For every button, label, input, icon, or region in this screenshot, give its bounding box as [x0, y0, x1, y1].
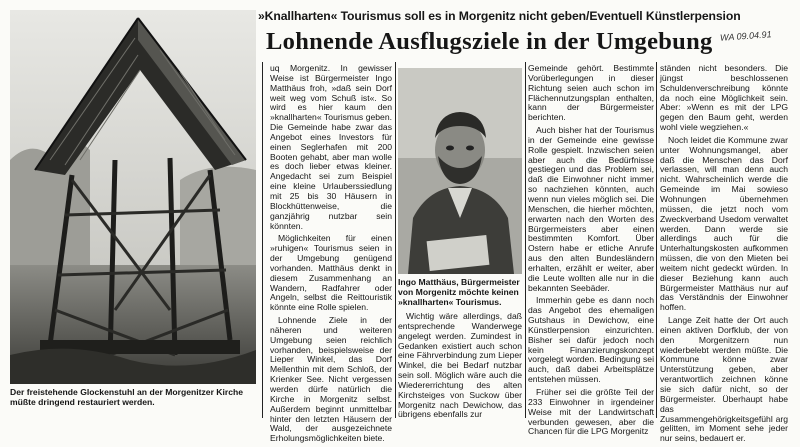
column-rule: [525, 62, 526, 418]
mayor-portrait-caption: Ingo Matthäus, Bürgermeister von Morgenitz möchte keinen »knallharten« Tourismus.: [398, 277, 520, 307]
col4-paragraph-2: Noch leidet die Kommune zwar unter Wohnungsmangel, aber daß die Menschen das Dorf verlassen, will man denn auch nicht. Wahrscheinlich werde die Gemeinde im Mai sowieso Wohnungen übernehmen müssen, die jetzt noch vom Zweckverband Usedom verwaltet werden. Dann werde sie allerdings auch für die Unterhaltungskosten aufkommen müssen, die von den Mieten bei weitem nicht gedeckt würden. In dieser Beziehung kann auch Bürgermeister Matthäus nur auf das Verständnis der Einwohner hoffen.: [660, 134, 788, 313]
article-kicker: »Knallharten« Tourismus soll es in Morgenitz nicht geben/Eventuell Künstlerpension: [258, 9, 741, 23]
col2-paragraph-1: Wichtig wäre allerdings, daß entsprechende Wanderwege angelegt werden. Zumindest in Gedanken existiert auch schon eine Fährverbindung zum Lieper Winkel, die bei Bedarf nutzbar sein soll. Möglich wäre auch die Wiedererrichtung des alten Kirchsteiges von Suckow über Morgenitz nach Dewichow, das übrigens ebenfalls zur: [398, 311, 522, 420]
col4-paragraph-1: ständen nicht besonders. Die jüngst beschlossenen Schuldenverschreibung könnte da noch eine Möglichkeit sein. Aber: »Wenn es mit der LPG gegen den Baum geht, werden wohl viele wegziehen.«: [660, 63, 788, 133]
col1-paragraph-1: uq Morgenitz. In gewisser Weise ist Bürgermeister Ingo Matthäus froh, »daß sein Dorf weit weg vom Schuß ist«. So wird es hier kaum den »knallharten« Tourismus geben. Die Gemeinde habe zwar das Angebot eines Investors für einen Seglerhafen mit 200 Booten gehabt, aber man wolle es doch lieber etwas kleiner. Angedacht sei zum Beispiel eine kleine Urlauberssiedlung mit 25 bis 30 Häusern in Blockhüttenweise, die ganzjährig nutzbar sein könnten.: [270, 63, 392, 231]
bell-tower-photo: [10, 10, 256, 384]
col3-paragraph-2: Auch bisher hat der Tourismus in der Gemeinde eine gewisse Rolle gespielt. Inzwischen seien aber auch die Bedürfnisse gestiegen und das Problem sei, daß die Einwohner nicht immer so nachziehen könnten, auch wenn nun vieles möglich sei. Die Menschen, die hierher möchten, erwarten nach den Worten des Bürgermeisters aber einen bestimmten Komfort. Über Ostern habe er etliche Anrufe aus den alten Bundesländern erhalten, erzählt er weiter, aber die Leute wollten alle nur in die bekannten Seebäder.: [528, 125, 654, 293]
article-column-3: [528, 64, 654, 440]
article-column-4: [660, 64, 788, 447]
bell-tower-illustration: [10, 10, 256, 384]
col3-paragraph-1: Gemeinde gehört. Bestimmte Vorüberlegungen in dieser Richtung seien auch schon im Flächennutzungsplan enthalten, kann der Bürgermeister berichten.: [528, 63, 654, 123]
mayor-portrait-photo: [398, 68, 522, 274]
article-column-2: [398, 312, 522, 423]
col1-paragraph-2: Möglichkeiten für einen »ruhigen« Tourismus seien in der Umgebung genügend vorhanden. Matthäus denkt in diesem Zusammenhang an Wandern, Radfahrer oder Angeln, selbst die Reittouristik könnte eine Rolle spielen.: [270, 233, 392, 313]
column-rule: [656, 62, 657, 418]
article-headline: Lohnende Ausflugsziele in der Umgebung: [266, 28, 713, 55]
handwritten-date-stamp: WA 09.04.91: [719, 29, 772, 43]
col3-paragraph-4: Früher sei die größte Teil der 233 Einwohner in irgendeiner Weise mit der Landwirtschaft verbunden gewesen, aber die Chancen für die LPG Morgenitz: [528, 387, 654, 437]
column-rule: [262, 62, 263, 418]
col4-paragraph-3: Lange Zeit hatte der Ort auch einen aktiven Dorfklub, der von den Morgenitzern nun wiederbelebt werden müßte. Die Kommune könne zwar Unterstützung geben, aber verantwortlich zeichnen könne sie sich dafür nicht, so der Bürgermeister. Überhaupt habe das Zusammengehörigkeitsgefühl arg gelitten, im Moment sehe jeder nur seins, bedauert er.: [660, 315, 788, 444]
bell-tower-caption: Der freistehende Glockenstuhl an der Morgenitzer Kirche müßte dringend restauriert werden.: [10, 387, 244, 407]
col3-paragraph-3: Immerhin gebe es dann noch das Angebot des ehemaligen Gutshaus in Dewichow, eine Künstlerpension einzurichten. Bisher sei dafür jedoch noch kein Finanzierungskonzept vorgelegt worden. Bedingung sei auch, daß dabei Arbeitsplätze entstehen müssen.: [528, 295, 654, 385]
col1-paragraph-3: Lohnende Ziele in der näheren und weiteren Umgebung seien reichlich vorhanden, beispielsweise der Lieper Winkel, das Dorf Mellenthin mit dem Schloß, der Krienker See. Nicht vergessen werden dürfe natürlich die Kirche in Morgenitz selbst. Außerdem beginnt unmittelbar hinter den letzten Häusern der Wald, der ausgezeichnete Erholungsmöglichkeiten biete.: [270, 315, 392, 444]
column-rule: [395, 62, 396, 418]
article-column-1: [270, 64, 392, 447]
mayor-portrait-illustration: [398, 68, 522, 274]
